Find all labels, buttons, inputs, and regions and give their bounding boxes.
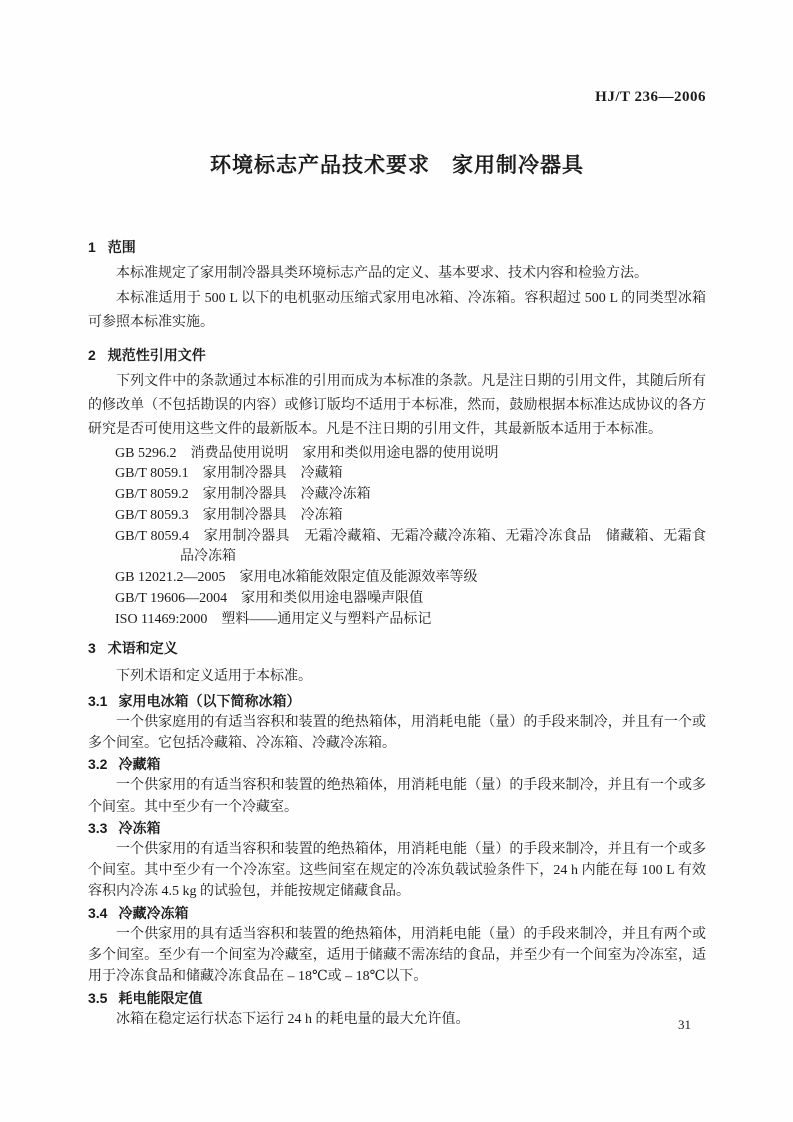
- section-2-title: 规范性引用文件: [107, 346, 206, 363]
- page-number: 31: [678, 1017, 691, 1032]
- reference-item: ISO 11469:2000 塑料——通用定义与塑料产品标记: [115, 611, 432, 627]
- term-title: 冷藏箱: [118, 756, 161, 773]
- section-3-number: 3: [88, 639, 96, 656]
- section-normative-references: [88, 345, 706, 631]
- reference-item: GB/T 19606—2004 家用和类似用途电器噪声限值: [115, 591, 424, 607]
- section-1-number: 1: [88, 239, 96, 255]
- reference-item: GB/T 8059.2 家用制冷器具 冷藏冷冻箱: [115, 487, 371, 503]
- term-3-3-definition: 一个供家用的有适当容积和装置的绝热箱体，用消耗电能（量）的手段来制冷，并且有一个或多个间室。其中至少有一个冷冻室。这些间室在规定的冷冻负载试验条件下，24 h 内能在每 100 L 有效容积内冷冻 4.5 kg 的试验包，并能按规定储藏食品。: [88, 841, 706, 900]
- terms-intro-paragraph: 下列术语和定义适用于本标准。: [116, 668, 312, 684]
- section-terms-and-definitions: [88, 638, 706, 1030]
- term-3-4-heading: [88, 903, 706, 924]
- section-1-heading: [88, 237, 706, 257]
- reference-item: GB 5296.2 消费品使用说明 家用和类似用途电器的使用说明: [115, 445, 499, 461]
- term-title: 耗电能限定值: [118, 989, 203, 1006]
- scope-paragraph-1: 本标准规定了家用制冷器具类环境标志产品的定义、基本要求、技术内容和检验方法。: [116, 266, 648, 281]
- reference-item: GB 12021.2—2005 家用电冰箱能效限定值及能源效率等级: [115, 570, 478, 586]
- term-title: 家用电冰箱（以下简称冰箱）: [118, 692, 301, 709]
- term-number: 3.3: [88, 819, 108, 836]
- section-1-title: 范围: [107, 239, 136, 255]
- reference-item: GB/T 8059.4 家用制冷器具 无霜冷藏箱、无霜冷藏冷冻箱、无霜冷冻食品 储藏箱、无霜食品冷冻箱: [115, 528, 706, 565]
- reference-item: GB/T 8059.3 家用制冷器具 冷冻箱: [115, 507, 343, 523]
- term-3-1-definition: 一个供家庭用的有适当容积和装置的绝热箱体，用消耗电能（量）的手段来制冷，并且有一个或多个间室。它包括冷藏箱、冷冻箱、冷藏冷冻箱。: [88, 714, 706, 751]
- reference-item: GB/T 8059.1 家用制冷器具 冷藏箱: [115, 466, 343, 482]
- term-number: 3.1: [88, 692, 108, 709]
- standard-number: HJ/T 236—2006: [595, 89, 706, 105]
- term-3-2-definition: 一个供家用的有适当容积和装置的绝热箱体，用消耗电能（量）的手段来制冷，并且有一个或多个间室。其中至少有一个冷藏室。: [88, 778, 706, 815]
- term-3-5-heading: [88, 988, 706, 1009]
- term-title: 冷藏冷冻箱: [118, 904, 189, 921]
- section-2-heading: [88, 345, 706, 365]
- term-3-2-heading: [88, 754, 706, 775]
- section-2-number: 2: [88, 346, 96, 363]
- term-3-5-definition: 冰箱在稳定运行状态下运行 24 h 的耗电量的最大允许值。: [116, 1011, 470, 1027]
- term-3-4-definition: 一个供家用的具有适当容积和装置的绝热箱体，用消耗电能（量）的手段来制冷，并且有两个或多个间室。至少有一个间室为冷藏室，适用于储藏不需冻结的食品，并至少有一个间室为冷冻室，适用于冷冻食品和储藏冷冻食品在 – 18℃或 – 18℃以下。: [88, 926, 706, 985]
- term-number: 3.4: [88, 904, 108, 921]
- term-number: 3.5: [88, 989, 108, 1006]
- term-number: 3.2: [88, 756, 108, 773]
- term-3-3-heading: [88, 818, 706, 839]
- section-scope: [88, 237, 706, 336]
- section-3-title: 术语和定义: [107, 639, 178, 656]
- references-intro-paragraph: 下列文件中的条款通过本标准的引用而成为本标准的条款。凡是注日期的引用文件，其随后所有的修改单（不包括勘误的内容）或修订版均不适用于本标准，然而，鼓励根据本标准达成协议的各方研究是否可使用这些文件的最新版本。凡是不注日期的引用文件，其最新版本适用于本标准。: [88, 373, 706, 437]
- scope-paragraph-2: 本标准适用于 500 L 以下的电机驱动压缩式家用电冰箱、冷冻箱。容积超过 500 L 的同类型冰箱可参照本标准实施。: [88, 290, 706, 330]
- reference-list: [88, 444, 706, 631]
- document-title: 环境标志产品技术要求 家用制冷器具: [210, 154, 584, 177]
- section-3-heading: [88, 638, 706, 658]
- term-title: 冷冻箱: [118, 819, 161, 836]
- term-3-1-heading: [88, 691, 706, 712]
